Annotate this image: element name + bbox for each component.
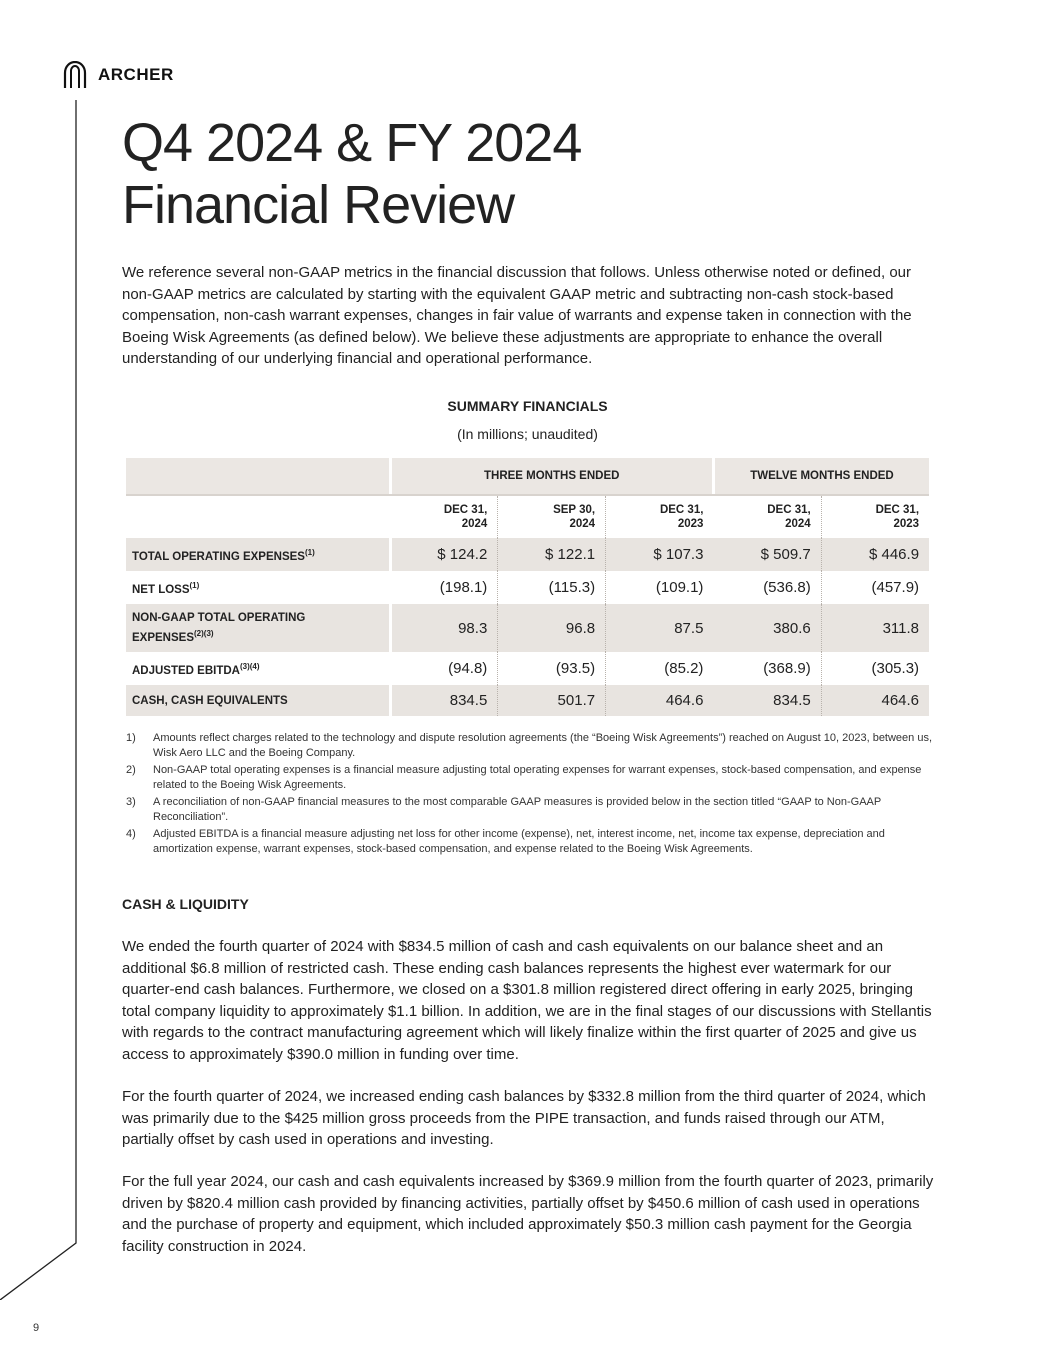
- table-cell: 464.6: [606, 685, 714, 716]
- table-cell: $ 122.1: [498, 538, 606, 571]
- table-cell: $ 124.2: [390, 538, 498, 571]
- page-title-line-1: Q4 2024 & FY 2024: [122, 113, 582, 173]
- col-header: DEC 31, 2024: [713, 496, 821, 538]
- footnote: 2) Non-GAAP total operating expenses is a financial measure adjusting total operating expenses for warrant expenses, stock-based compensation, and expense related to the Boeing Wisk Agreements.: [126, 764, 922, 791]
- table-date-header-row: [126, 496, 929, 538]
- table-row: [126, 538, 929, 571]
- table-cell: (109.1): [655, 579, 704, 596]
- table-cell: 380.6: [713, 604, 821, 652]
- row-label: CASH, CASH EQUIVALENTS: [126, 685, 390, 716]
- summary-subtitle: (In millions; unaudited): [457, 426, 598, 442]
- table-cell: 87.5: [606, 604, 714, 652]
- table-row: [126, 685, 929, 716]
- row-label: NET LOSS$^{(1)}$: [126, 571, 390, 604]
- footnote: 4) Adjusted EBITDA is a financial measure adjusting net loss for other income (expense), net, interest income, net, income tax expense, depreciation and amortization expense, warrant expenses, stock-based compensation, and expense related to the Boeing Wisk Agreements.: [126, 828, 885, 855]
- table-cell: $ 446.9: [821, 538, 929, 571]
- table-group-header-row: [126, 458, 929, 494]
- col-header: DEC 31, 2024: [390, 496, 498, 538]
- archer-logo-icon: [62, 61, 88, 89]
- group-header-twelve-months: TWELVE MONTHS ENDED: [713, 458, 929, 494]
- row-label: NON-GAAP TOTAL OPERATING $EXPENSES^{(2)(3)}$: [126, 604, 390, 652]
- table-cell: 311.8: [821, 604, 929, 652]
- summary-title: SUMMARY FINANCIALS: [447, 398, 608, 414]
- cash-paragraph-3: For the full year 2024, our cash and cash equivalents increased by $369.9 million from the fourth quarter of 2023, primarily driven by $820.4 million cash provided by financing activities, partially offset by $450.6 million of cash used in operations and the purchase of property and equipment, which included approximately $50.3 million cash payment for the Georgia facility construction in 2024.: [122, 1173, 934, 1255]
- table-cell: (93.5): [498, 652, 606, 685]
- table-row: [126, 571, 929, 604]
- table-cell: (115.3): [498, 571, 606, 604]
- table-cell: 98.3: [390, 604, 498, 652]
- cash-paragraph-1: We ended the fourth quarter of 2024 with $834.5 million of cash and cash equivalents on our balance sheet and an additional $6.8 million of restricted cash. These ending cash balances represents the highest ever watermark for our quarter-end cash balances. Furthermore, we closed on a $301.8 million registered direct offering in early 2025, bringing total company liquidity to approximately $1.1 billion. In addition, we are in the final stages of our discussions with Stellantis with regards to the contract manufacturing agreement which will likely finalize within the first quarter of 2025 and give us access to approximately $390.0 million in funding over time.: [122, 938, 932, 1063]
- col-header: DEC 31, 2023: [875, 504, 920, 530]
- brand-logo: [62, 60, 174, 90]
- row-label: TOTAL OPERATING EXPENSES$^{(1)}$: [126, 538, 390, 571]
- intro-paragraph: We reference several non-GAAP metrics in the financial discussion that follows. Unless otherwise noted or defined, our non-GAAP metrics are calculated by starting with the equivalent GAAP metric and subtracting non-cash stock-based compensation, non-cash warrant expenses, changes in fair value of warrants and expense taken in connection with the Boeing Wisk Agreements (as defined below). We believe these adjustments are appropriate to enhance the overall understanding of our underlying financial and operational performance.: [122, 264, 912, 367]
- table-cell: 834.5: [713, 685, 821, 716]
- table-cell: (305.3): [871, 660, 920, 677]
- row-label: ADJUSTED $EBITDA^{(3)(4)}$: [126, 652, 390, 685]
- table-cell: (368.9): [713, 652, 821, 685]
- decorative-side-line: [0, 0, 90, 1300]
- section-heading-cash: CASH & LIQUIDITY: [122, 896, 249, 912]
- table-cell: 834.5: [390, 685, 498, 716]
- footnote: 3) A reconciliation of non-GAAP financial measures to the most comparable GAAP measures is provided below in the section titled “GAAP to Non-GAAP Reconciliation”.: [126, 796, 882, 823]
- table-cell: (198.1): [390, 571, 498, 604]
- footnote: 1) Amounts reflect charges related to the technology and dispute resolution agreements (the “Boeing Wisk Agreements”) reached on August 10, 2023, between us, Wisk Aero LLC and the Boeing Company.: [126, 732, 933, 759]
- page-title-line-2: Financial Review: [122, 175, 515, 235]
- table-cell: (85.2): [664, 660, 704, 677]
- table-cell: 96.8: [498, 604, 606, 652]
- table-row: [126, 652, 929, 685]
- page-title: [122, 112, 581, 236]
- summary-financials-table: [126, 458, 929, 716]
- table-cell: 464.6: [821, 685, 929, 716]
- table-cell: 501.7: [498, 685, 606, 716]
- date-header-blank: [126, 496, 390, 538]
- table-cell: $ 509.7: [713, 538, 821, 571]
- table-row: [126, 604, 929, 652]
- table-cell: (94.8): [390, 652, 498, 685]
- table-cell: $ 107.3: [606, 538, 714, 571]
- table-cell: (457.9): [871, 579, 920, 596]
- table-corner-cell: [126, 458, 390, 494]
- col-header: SEP 30, 2024: [498, 496, 606, 538]
- footnotes: [126, 731, 936, 859]
- brand-name: ARCHER: [98, 65, 174, 84]
- page-number: 9: [33, 1322, 40, 1334]
- col-header: DEC 31, 2023: [659, 504, 704, 530]
- cash-paragraph-2: For the fourth quarter of 2024, we increased ending cash balances by $332.8 million from the third quarter of 2024, which was primarily due to the $425 million gross proceeds from the PIPE transaction, and funds raised through our ATM, partially offset by cash used in operations and investing.: [122, 1088, 926, 1148]
- group-header-three-months: THREE MONTHS ENDED: [390, 458, 713, 494]
- table-cell: (536.8): [713, 571, 821, 604]
